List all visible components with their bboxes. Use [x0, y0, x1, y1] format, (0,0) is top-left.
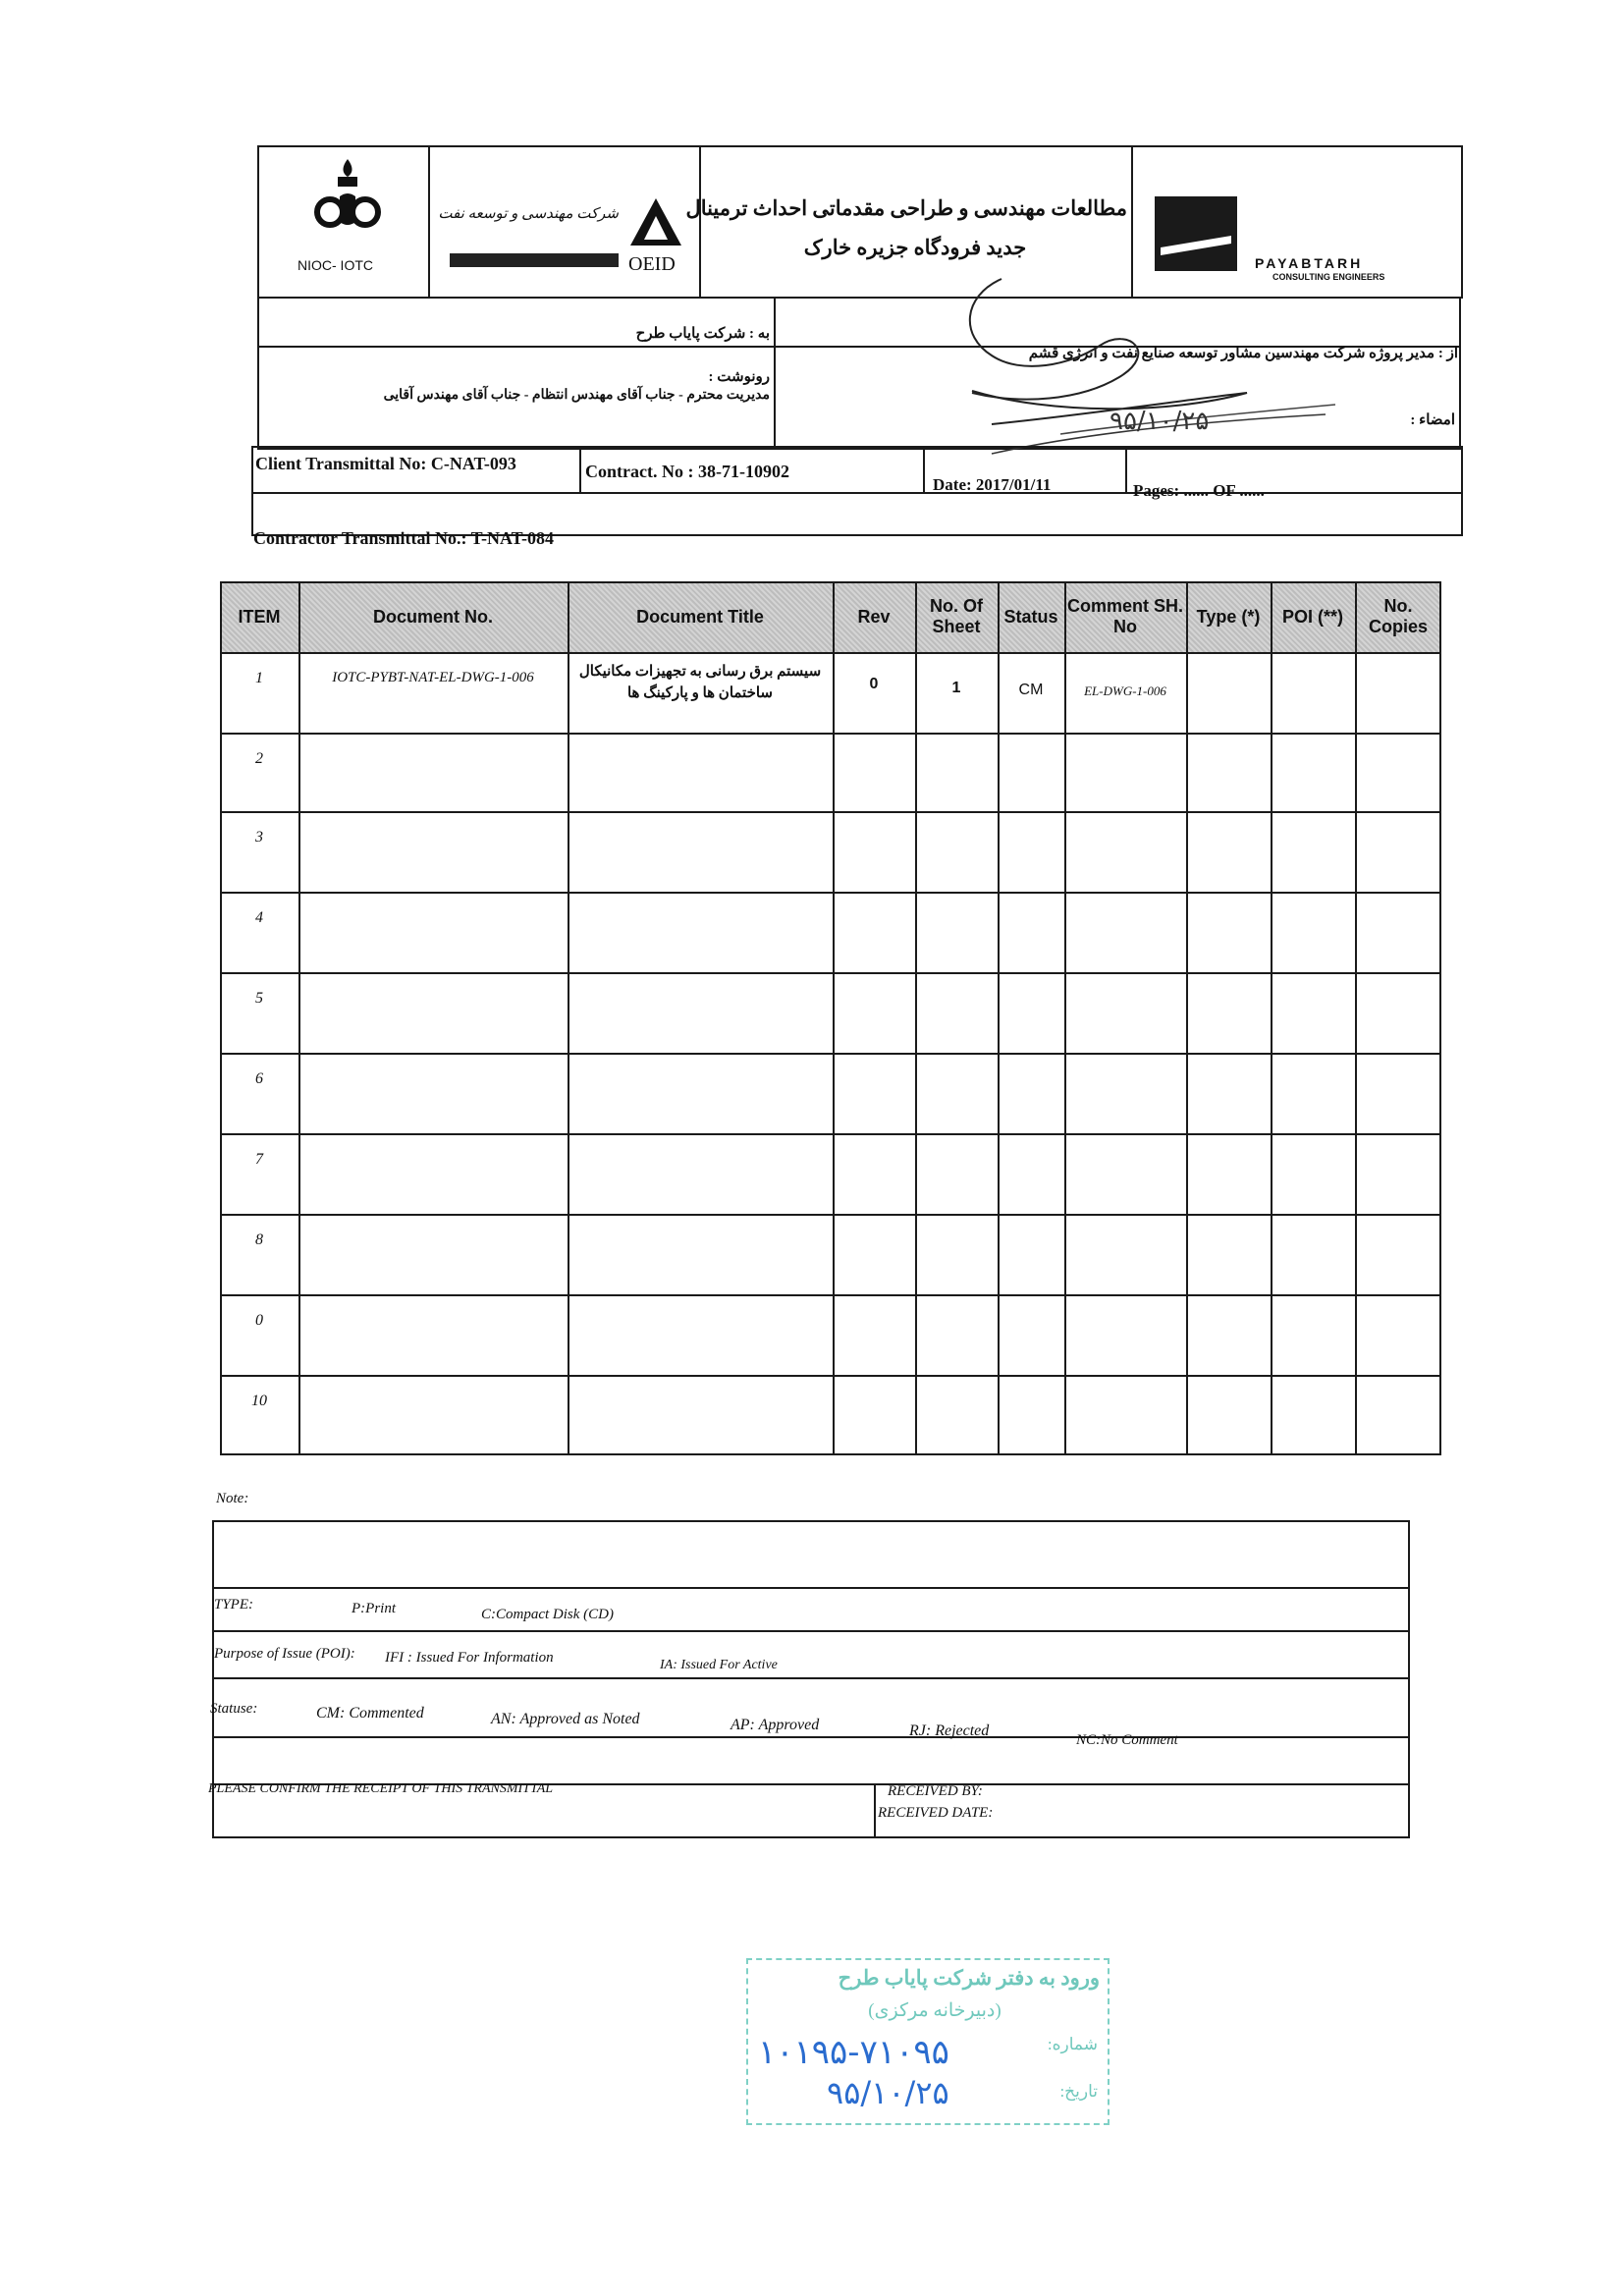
to-field: به : شرکت پایاب طرح [635, 326, 770, 342]
cell-item: 2 [255, 750, 263, 767]
table-header-doc-no: Document No. [372, 606, 493, 627]
table-row [220, 892, 1441, 972]
table-row [220, 1294, 1441, 1375]
table-header-type: Type (*) [1196, 606, 1261, 627]
table-header-title: Document Title [636, 606, 764, 627]
status-rj: RJ: Rejected [909, 1722, 990, 1739]
cell-doc-no: IOTC-PYBT-NAT-EL-DWG-1-006 [332, 670, 534, 685]
oeid-bar [450, 253, 619, 267]
table-header-item: ITEM [238, 606, 281, 627]
table-header-comment: Comment SH. No [1066, 596, 1183, 636]
table-header-rev: Rev [857, 606, 891, 627]
cell-item: 5 [255, 990, 263, 1007]
cell-item: 8 [255, 1231, 263, 1248]
payabtarh-sub: CONSULTING ENGINEERS [1272, 272, 1385, 282]
cell-item: 6 [255, 1070, 263, 1087]
status-nc: NC:No Comment [1076, 1732, 1178, 1748]
cell-title-l2: ساختمان ها و پارکینگ ها [626, 685, 773, 701]
table-header-sheets: No. Of Sheet [930, 596, 983, 636]
type-print: P:Print [352, 1601, 396, 1616]
cell-item: 7 [255, 1151, 263, 1168]
table-row [220, 1133, 1441, 1214]
transmittal-date: Date: 2017/01/11 [933, 475, 1052, 494]
table-row [220, 733, 1441, 811]
cc-value: مدیریت محترم - جناب آقای مهندس انتظام - جناب آقای مهندس آقایی [383, 388, 770, 403]
stamp-line1: ورود به دفتر شرکت پایاب طرح [838, 1966, 1100, 1990]
poi-ifi: IFI : Issued For Information [385, 1650, 554, 1666]
cell-comment: EL-DWG-1-006 [1084, 683, 1166, 698]
stamp-line2: (دبیرخانه مرکزی) [868, 2000, 1001, 2021]
cell-item: 3 [255, 829, 263, 846]
cell-item: 4 [255, 909, 263, 926]
nioc-logo [312, 157, 383, 236]
stamp-number-label: شماره: [1047, 2035, 1098, 2053]
table-row [220, 1053, 1441, 1133]
pages-field: Pages: ...... OF ...... [1133, 481, 1265, 500]
cell-rev: 0 [869, 676, 879, 692]
cell-item: 10 [251, 1393, 267, 1409]
nioc-label: NIOC- IOTC [298, 257, 373, 273]
status-label: Statuse: [210, 1701, 258, 1717]
cell-status: CM [1018, 682, 1044, 698]
note-label: Note: [216, 1491, 249, 1506]
project-title-line2: جدید فرودگاه جزیره خارک [803, 236, 1027, 259]
stamp-date-label: تاریخ: [1059, 2082, 1098, 2101]
table-row [220, 652, 1441, 733]
table-row [220, 1214, 1441, 1294]
receipt-stamp [746, 1958, 1110, 2125]
status-an: AN: Approved as Noted [491, 1711, 640, 1727]
signature-label: امضاء : [1410, 412, 1455, 428]
type-cd: C:Compact Disk (CD) [481, 1607, 614, 1622]
table-row [220, 972, 1441, 1053]
received-by: RECEIVED BY: [888, 1783, 983, 1799]
oeid-triangle-icon [628, 196, 683, 247]
received-date: RECEIVED DATE: [878, 1805, 994, 1821]
client-transmittal: Client Transmittal No: C-NAT-093 [255, 454, 516, 473]
stamp-number-value: ۱۰۱۹۵-۷۱۰۹۵ [758, 2033, 949, 2072]
handwritten-date: ۹۵/۱۰/۲۵ [1110, 407, 1210, 436]
from-field: از : مدیر پروژه شرکت مهندسین مشاور توسعه صنایع نفت و انرژی قشم [1028, 346, 1458, 361]
cc-label: رونوشت : [708, 369, 770, 385]
cell-sheets: 1 [951, 680, 961, 696]
payabtarh-logo-icon [1155, 196, 1237, 271]
table-row [220, 1375, 1441, 1455]
confirm-receipt: PLEASE CONFIRM THE RECEIPT OF THIS TRANSMITTAL [208, 1781, 554, 1796]
status-ap: AP: Approved [731, 1717, 820, 1733]
contract-number: Contract. No : 38-71-10902 [585, 462, 789, 481]
table-header-status: Status [1003, 606, 1058, 627]
oeid-label: OEID [628, 253, 676, 275]
table-header-copies: No. Copies [1368, 596, 1428, 636]
contractor-transmittal: Contractor Transmittal No.: T-NAT-084 [253, 528, 554, 548]
table-header-poi: POI (**) [1281, 606, 1343, 627]
cell-item: 0 [255, 1312, 263, 1329]
payabtarh-name: PAYABTARH [1255, 255, 1364, 271]
type-label: TYPE: [214, 1597, 254, 1613]
status-cm: CM: Commented [316, 1705, 424, 1722]
poi-ia: IA: Issued For Active [660, 1658, 778, 1672]
cell-title-l1: سیستم برق رسانی به تجهیزات مکانیکال [578, 664, 822, 680]
table-row [220, 811, 1441, 892]
project-title-line1: مطالعات مهندسی و طراحی مقدماتی احداث ترمینال [685, 196, 1127, 220]
cell-item: 1 [255, 670, 263, 686]
poi-label: Purpose of Issue (POI): [214, 1646, 355, 1662]
stamp-date-value: ۹۵/۱۰/۲۵ [827, 2074, 949, 2111]
oeid-arabic: شرکت مهندسی و توسعه نفت [438, 206, 619, 222]
